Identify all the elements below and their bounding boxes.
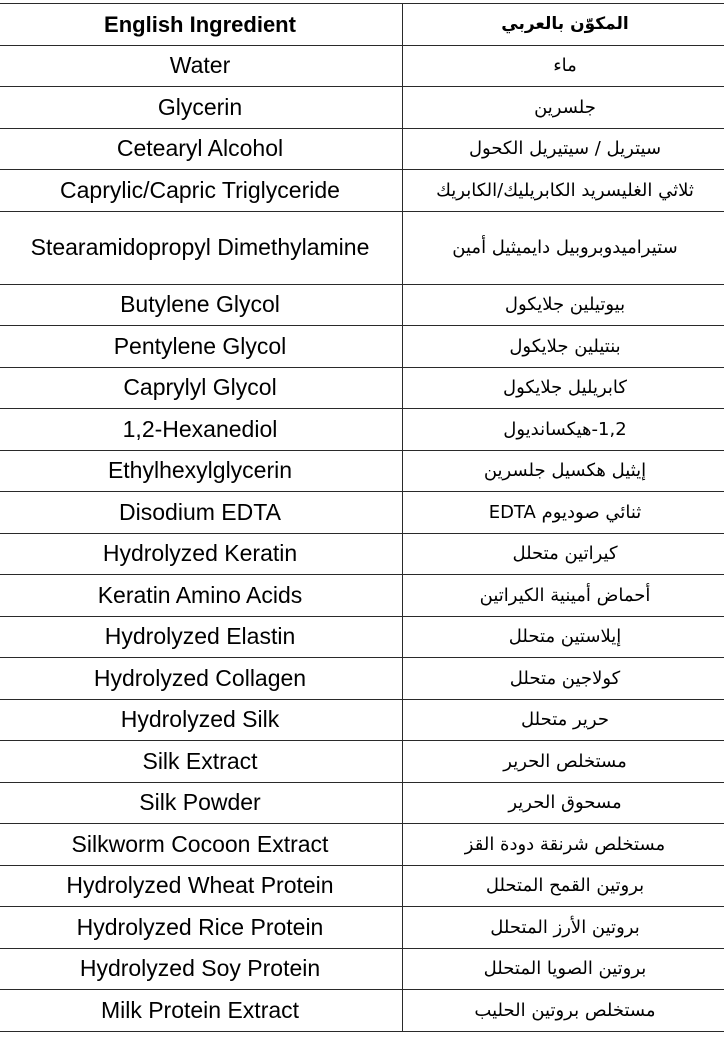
table-row — [0, 367, 724, 409]
arabic-ingredient-cell: بيوتيلين جلايكول — [403, 284, 724, 326]
table-row — [0, 699, 724, 741]
english-ingredient-cell: Keratin Amino Acids — [0, 575, 403, 617]
english-ingredient-cell: Milk Protein Extract — [0, 990, 403, 1032]
table-row — [0, 87, 724, 129]
english-ingredient-cell: Caprylic/Capric Triglyceride — [0, 170, 403, 212]
arabic-ingredient-cell: مستخلص شرنقة دودة القز — [403, 824, 724, 866]
arabic-ingredient-cell: إيثيل هكسيل جلسرين — [403, 450, 724, 492]
table-header-row — [0, 4, 724, 46]
arabic-ingredient-cell: بروتين الأرز المتحلل — [403, 907, 724, 949]
english-ingredient-cell: Caprylyl Glycol — [0, 367, 403, 409]
english-ingredient-cell: Hydrolyzed Wheat Protein — [0, 865, 403, 907]
english-ingredient-cell: Hydrolyzed Elastin — [0, 616, 403, 658]
arabic-ingredient-cell: إيلاستين متحلل — [403, 616, 724, 658]
table-row — [0, 907, 724, 949]
arabic-ingredient-cell: مسحوق الحرير — [403, 782, 724, 824]
english-ingredient-cell: Silk Powder — [0, 782, 403, 824]
english-ingredient-cell: Silk Extract — [0, 741, 403, 783]
table-row — [0, 782, 724, 824]
table-row — [0, 990, 724, 1032]
arabic-ingredient-cell: جلسرين — [403, 87, 724, 129]
english-ingredient-cell: 1,2-Hexanediol — [0, 409, 403, 451]
table-row — [0, 865, 724, 907]
table-row — [0, 741, 724, 783]
english-ingredient-cell: Disodium EDTA — [0, 492, 403, 534]
arabic-ingredient-cell: ثنائي صوديوم EDTA — [403, 492, 724, 534]
arabic-ingredient-cell: ماء — [403, 45, 724, 87]
english-ingredient-cell: Glycerin — [0, 87, 403, 129]
english-ingredient-cell: Hydrolyzed Keratin — [0, 533, 403, 575]
arabic-ingredient-cell: بروتين الصويا المتحلل — [403, 948, 724, 990]
table-row — [0, 824, 724, 866]
arabic-ingredient-cell: كيراتين متحلل — [403, 533, 724, 575]
arabic-ingredient-cell: سيتريل / سيتيريل الكحول — [403, 128, 724, 170]
arabic-ingredient-cell: كولاجين متحلل — [403, 658, 724, 700]
header-arabic-ingredient: المكوّن بالعربي — [403, 4, 724, 46]
table-row — [0, 658, 724, 700]
arabic-ingredient-cell: مستخلص الحرير — [403, 741, 724, 783]
table-row — [0, 45, 724, 87]
table-row — [0, 211, 724, 284]
arabic-ingredient-cell: أحماض أمينية الكيراتين — [403, 575, 724, 617]
english-ingredient-cell: Ethylhexylglycerin — [0, 450, 403, 492]
arabic-ingredient-cell: كابريليل جلايكول — [403, 367, 724, 409]
ingredients-table — [0, 3, 724, 1032]
table-row — [0, 128, 724, 170]
arabic-ingredient-cell: بنتيلين جلايكول — [403, 326, 724, 368]
table-row — [0, 450, 724, 492]
arabic-ingredient-cell: 1,2-هيكسانديول — [403, 409, 724, 451]
arabic-ingredient-cell: مستخلص بروتين الحليب — [403, 990, 724, 1032]
arabic-ingredient-cell: ستيراميدوبروبيل دايميثيل أمين — [403, 211, 724, 284]
table-row — [0, 575, 724, 617]
table-row — [0, 616, 724, 658]
english-ingredient-cell: Water — [0, 45, 403, 87]
english-ingredient-cell: Silkworm Cocoon Extract — [0, 824, 403, 866]
arabic-ingredient-cell: بروتين القمح المتحلل — [403, 865, 724, 907]
table-row — [0, 284, 724, 326]
english-ingredient-cell: Cetearyl Alcohol — [0, 128, 403, 170]
arabic-ingredient-cell: حرير متحلل — [403, 699, 724, 741]
arabic-ingredient-cell: ثلاثي الغليسريد الكابريليك/الكابريك — [403, 170, 724, 212]
english-ingredient-cell: Hydrolyzed Rice Protein — [0, 907, 403, 949]
table-row — [0, 533, 724, 575]
english-ingredient-cell: Hydrolyzed Collagen — [0, 658, 403, 700]
english-ingredient-cell: Hydrolyzed Silk — [0, 699, 403, 741]
table-row — [0, 409, 724, 451]
english-ingredient-cell: Hydrolyzed Soy Protein — [0, 948, 403, 990]
header-english-ingredient: English Ingredient — [0, 4, 403, 46]
table-body — [0, 45, 724, 1031]
english-ingredient-cell: Butylene Glycol — [0, 284, 403, 326]
table-row — [0, 948, 724, 990]
table-row — [0, 170, 724, 212]
table-row — [0, 492, 724, 534]
table-row — [0, 326, 724, 368]
english-ingredient-cell: Stearamidopropyl Dimethylamine — [0, 211, 403, 284]
english-ingredient-cell: Pentylene Glycol — [0, 326, 403, 368]
